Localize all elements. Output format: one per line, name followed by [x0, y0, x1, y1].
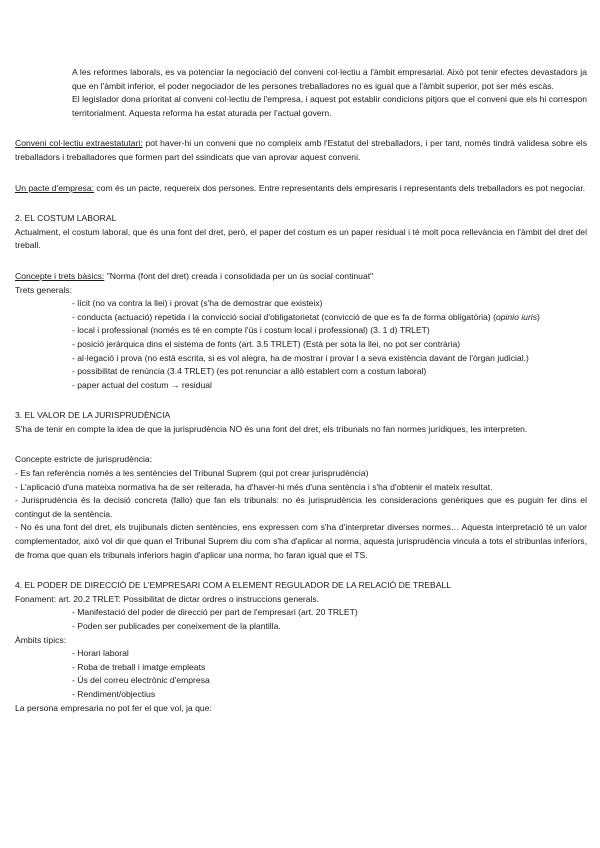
list-item: - L'aplicació d'una mateixa normativa ha de ser reiterada, ha d'haver-hi més d'una sentència i s'ha d'obtenir el mateix resultat. [15, 481, 493, 492]
pacte-empresa-paragraph [15, 182, 587, 196]
fonament-list [15, 606, 587, 633]
concepte-trets-text: "Norma (font del dret) creada i consolidada per un ús social continuat" [104, 270, 374, 281]
list-item: - posició jeràrquica dins el sistema de fonts (art. 3.5 TRLET) (Està per sota la llei, no pot ser contrària) [72, 338, 461, 349]
concepte-estricte-label: Concepte estricte de jurisprudència: [15, 454, 153, 465]
list-item: - Poden ser publicades per coneixement de la plantilla. [72, 621, 281, 631]
intro-paragraph-2: El legislador dona prioritat al conveni col·lectiu de l'empresa, i aquest pot establir condicions pitjors que el conveni que els hi correspon territorialment. Aquesta reforma ha estat aturada per l'actual govern. [72, 94, 587, 118]
list-item: - Roba de treball i imatge empleats [72, 661, 206, 672]
list-item: - Ús del correu electrònic d'empresa [72, 675, 210, 686]
list-item: - No és una font del dret, els trujibunals dicten sentències, ens expressen com s'ha d'interpretar diverses normes… Aquesta interpretació té un valor complementador, això vol dir que quan el Tribunal Suprem diu com s'ha d'aplicar al norma, aquesta jurisprudència vincula a tots el stribunlas inferiors, de froma que quan els tribunals inferiors hagin d'aplicar una norma, ho faran igual que el TS. [15, 522, 587, 560]
conveni-extraestatutari-term: Conveni col·lectiu extraestatutari: [15, 138, 143, 149]
concepte-trets-paragraph [15, 270, 587, 284]
section-2-heading: 2. EL COSTUM LABORAL [15, 213, 117, 224]
list-item: - local i professional (només es té en compte l'ús i costum local i professional) (3. 1 d) TRLET) [72, 325, 430, 336]
section-4-heading: 4. EL PODER DE DIRECCIÓ DE L'EMPRESARI COM A ELEMENT REGULADOR DE LA RELACIÓ DE TREBALL [15, 580, 452, 591]
ambits-list [15, 647, 587, 701]
section-3-intro: S'ha de tenir en compte la idea de que la jurisprudència NO és una font del dret, els tribunals no fan normes jurídiques, les interpreten. [15, 423, 528, 434]
list-item: - possibilitat de renúncia (3.4 TRLET) (es pot renunciar a allò establert com a costum laboral) [72, 366, 427, 377]
pacte-empresa-text: com és un pacte, requereix dos persones. Entre representants dels empresaris i representants dels treballadors es pot negociar. [94, 182, 586, 193]
intro-paragraph-1: A les reformes laborals, es va potenciar la negociació del conveni col·lectiu a l'àmbit empresarial. Això pot tenir efectes devastadors ja que en l'àmbit inferior, el poder negociador de les persones treballadores no es igual que a l'àmbit superior, pot ser més escàs. [72, 67, 587, 91]
list-item: - Es fan referència només a les sentències del Tribunal Suprem (qui pot crear jurisprudència) [15, 468, 369, 479]
list-item [15, 311, 587, 325]
list-item: - al·legació i prova (no està escrita, si es vol alegra, ha de mostrar i provar l a seva existència davant de l'òrgan judicial.) [72, 352, 529, 363]
conveni-extraestatutari-text: pot haver-hi un conveni que no compleix amb l'Estatut del streballadors, i per tant, només tindrà validesa sobre els treballadors i treballadores que formen part del ssindicats que van aprovar aquest conveni. [15, 138, 587, 162]
closing-line: La persona empresaria no pot fer el que vol, ja que: [15, 702, 212, 713]
jurisprudencia-list [15, 467, 587, 562]
list-item: - Manifestació del poder de direcció per part de l'empresari (art. 20 TRLET) [72, 607, 358, 618]
list-item: - Horari laboral [72, 648, 129, 659]
pacte-empresa-term: Un pacte d'empresa: [15, 182, 95, 193]
fonament-line: Fonament: art. 20.2 TRLET: Possibilitat de dictar ordres o instruccions generals. [15, 593, 320, 604]
opinio-iuris: opinio iuris [495, 311, 538, 322]
document-page [15, 66, 587, 715]
opinio-prefix: ( [493, 311, 496, 322]
list-item: - lícit (no va contra la llei) i provat (s'ha de demostrar que existeix) [72, 298, 323, 309]
conveni-extraestatutari-paragraph [15, 137, 587, 164]
intro-block [15, 66, 587, 120]
opinio-suffix: ) [537, 311, 540, 322]
list-item: - Rendiment/objectius [72, 688, 156, 699]
trets-generals-label: Trets generals: [15, 284, 72, 295]
list-item: - Jurisprudència és la decisió concreta (fallo) que fan els tribunals: no és jurisprudència les consideracions genèriques que es puguin fer dins el contingut de la sentència. [15, 495, 587, 519]
ambits-label: Àmbits típics: [15, 634, 67, 645]
list-item-text: - conducta (actuació) repetida i la convicció social d'obligatorietat (convicció de que es fa de forma obligatòria) [72, 311, 491, 322]
trets-list [15, 297, 587, 392]
list-item: - paper actual del costum → residual [72, 379, 212, 390]
section-3-heading: 3. EL VALOR DE LA JURISPRUDÈNCIA [15, 410, 171, 421]
section-2-intro: Actualment, el costum laboral, que és una font del dret, però, el paper del costum es un paper residual i té molt poca rellevància en l'àmbit del dret del treball. [15, 226, 587, 251]
concepte-trets-term: Concepte i trets bàsics: [15, 270, 105, 281]
